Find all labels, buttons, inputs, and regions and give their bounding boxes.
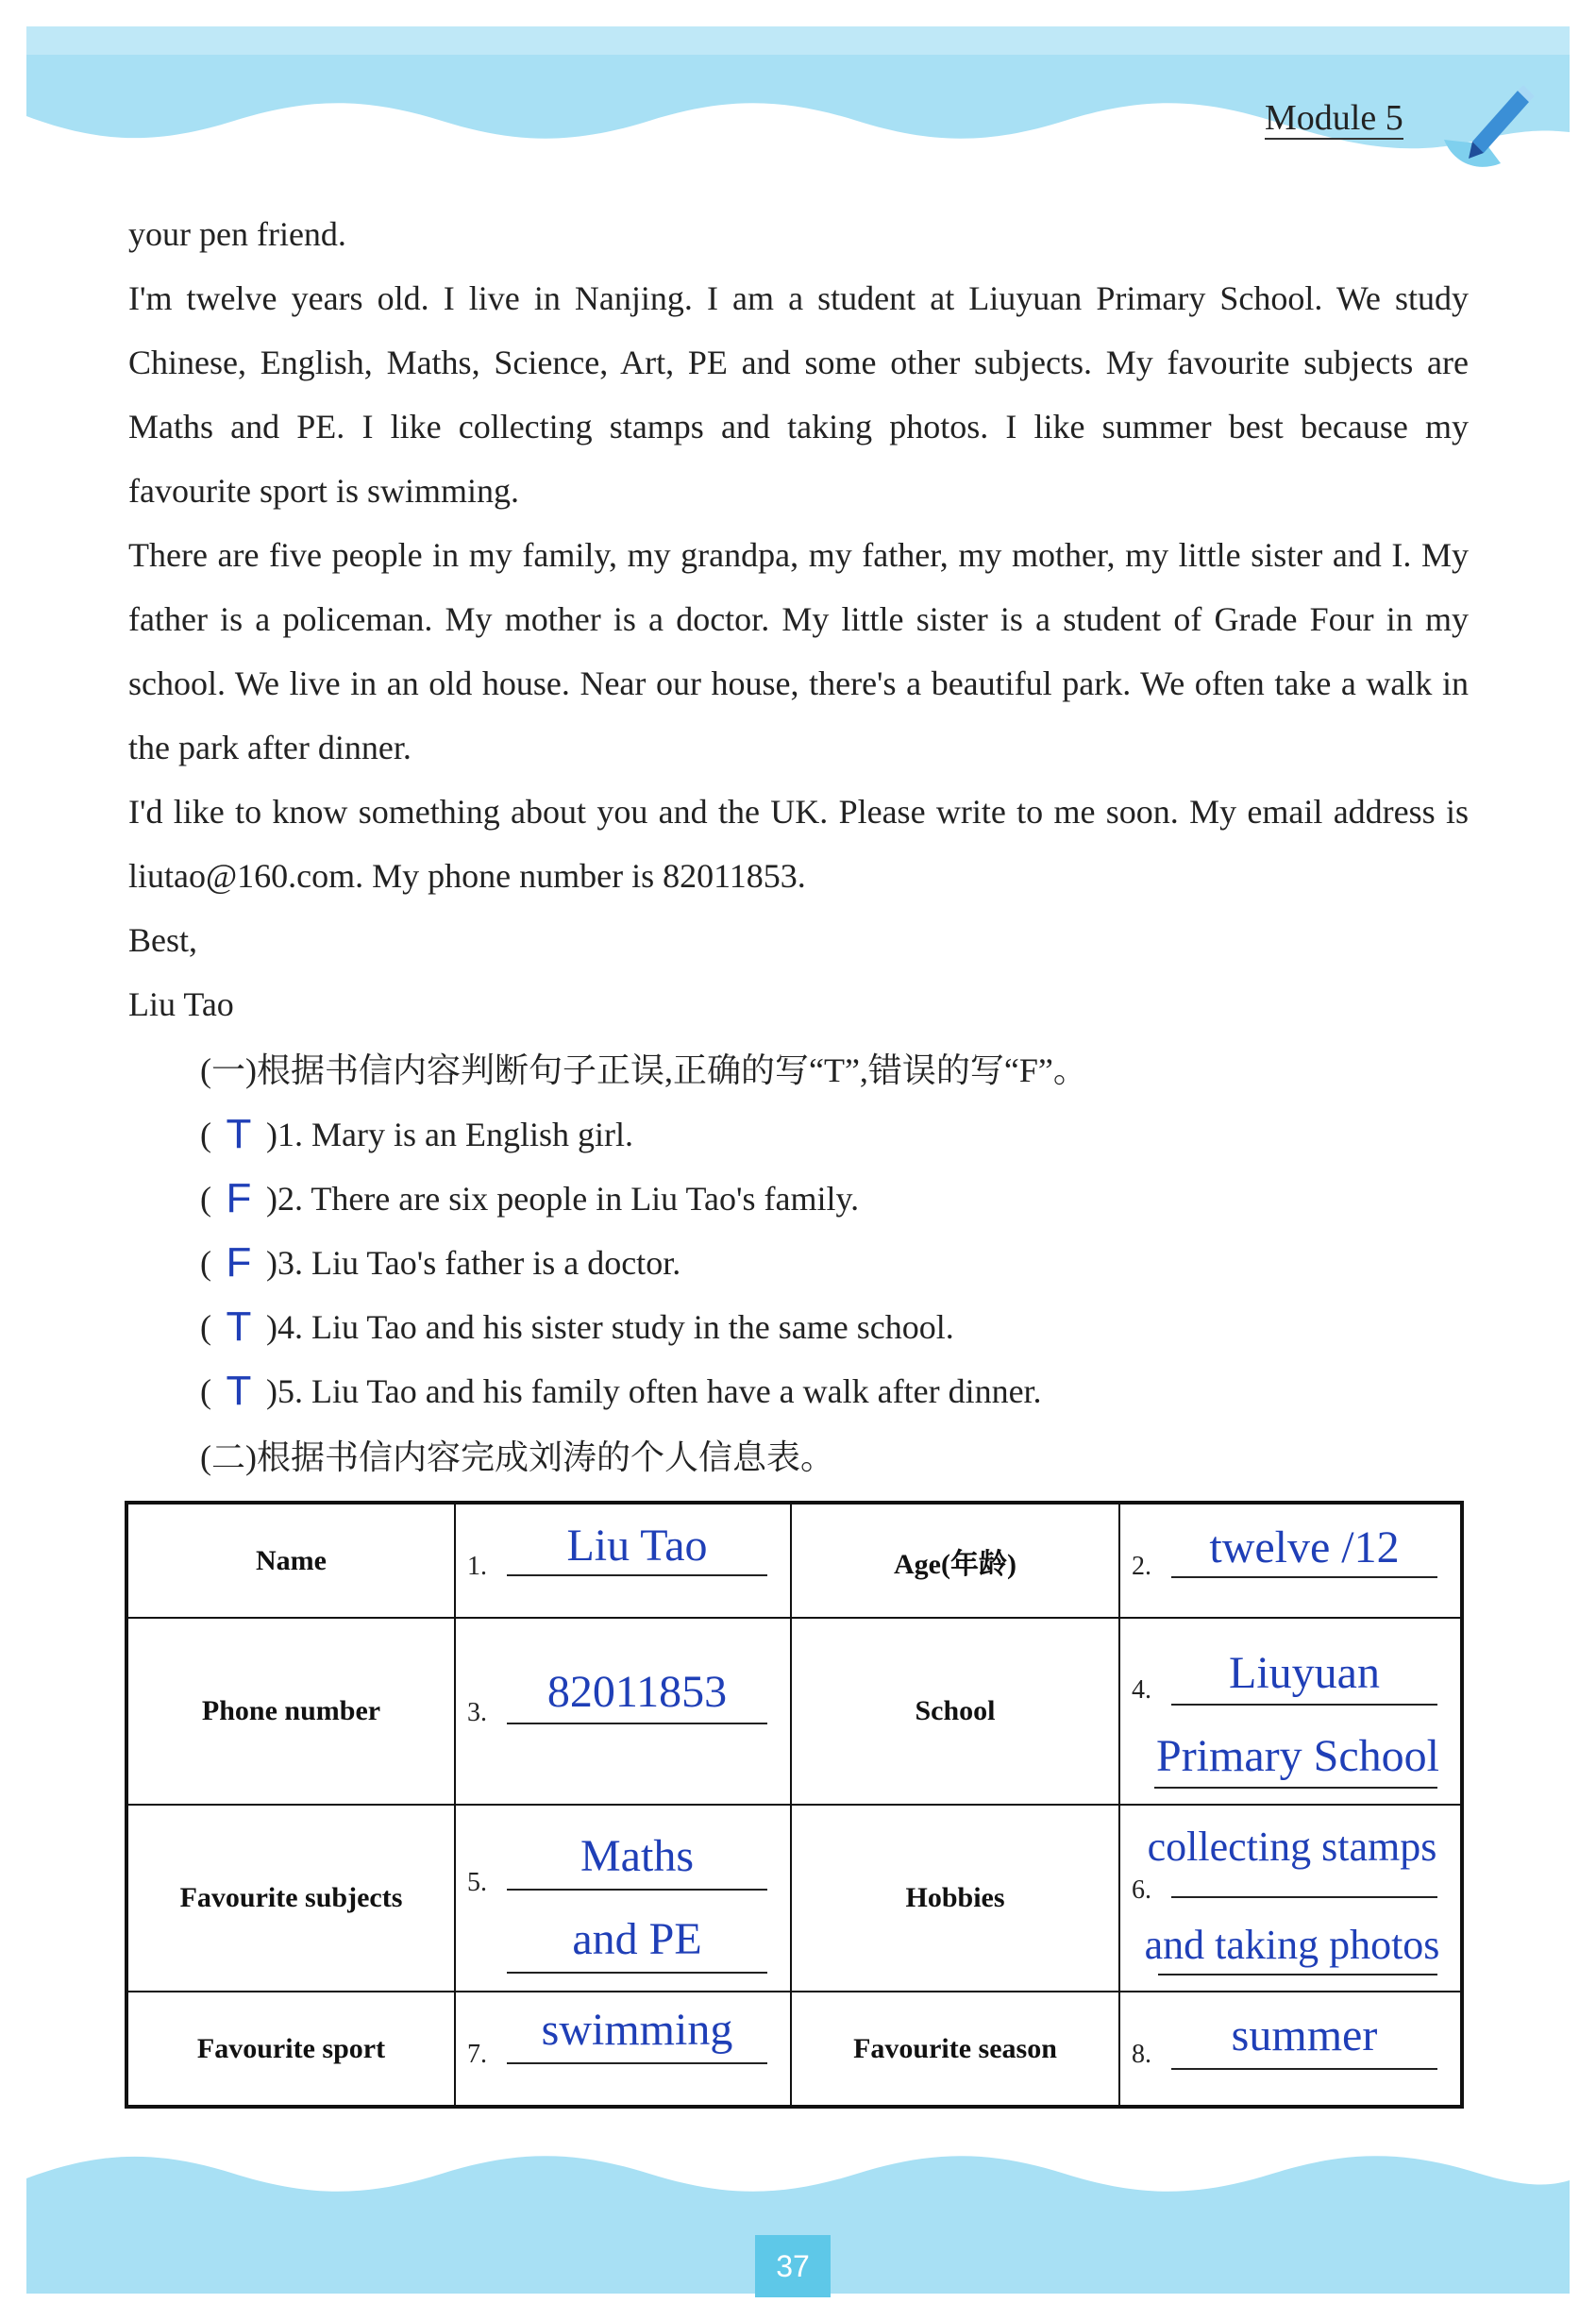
list-item — [200, 1102, 1042, 1167]
phone-cell — [455, 1618, 791, 1805]
statement-text: )2. There are six people in Liu Tao's family. — [266, 1180, 860, 1218]
pencil-icon — [1435, 74, 1538, 177]
item-number: 2. — [1132, 1552, 1151, 1581]
subjects-answer-line2: and PE — [572, 1914, 702, 1964]
school-answer-line2: Primary School — [1156, 1731, 1439, 1781]
item-number: 1. — [467, 1552, 487, 1581]
item-number: 5. — [467, 1868, 487, 1897]
school-cell — [1119, 1618, 1462, 1805]
letter-paragraph: I'm twelve years old. I live in Nanjing. I am a student at Liuyuan Primary School. We study Chinese, English, Maths, Science, Art, PE and some other subjects. My favourite subjects are Maths and PE. I like collecting stamps and taking photos. I like summer best because my favourite sport is swimming. — [128, 279, 1469, 510]
letter-paragraph: I'd like to know something about you and the UK. Please write to me soon. My email address is liutao@160.com. My phone number is 82011853. — [128, 793, 1469, 895]
sport-answer: swimming — [541, 2005, 733, 2055]
section2-instruction: (二)根据书信内容完成刘涛的个人信息表。 — [200, 1438, 834, 1476]
module-label: Module 5 — [1265, 98, 1403, 138]
letter-signature: Liu Tao — [128, 985, 234, 1023]
season-label: Favourite season — [791, 1992, 1119, 2107]
table-row — [126, 1805, 1462, 1992]
letter-paragraph: There are five people in my family, my grandpa, my father, my mother, my little sister and I. My father is a policeman. My mother is a doctor. My little sister is a student of Grade Four in my school. We live in an old house. Near our house, there's a beautiful park. We often take a walk in the park after dinner. — [128, 536, 1469, 766]
hobbies-cell — [1119, 1805, 1462, 1992]
answer-line — [507, 2062, 767, 2064]
age-label: Age(年龄) — [791, 1503, 1119, 1618]
personal-info-table — [125, 1501, 1464, 2109]
table-row — [126, 1992, 1462, 2107]
list-item — [200, 1167, 1042, 1231]
age-cell — [1119, 1503, 1462, 1618]
hobbies-label: Hobbies — [791, 1805, 1119, 1992]
item-number: 4. — [1132, 1675, 1151, 1705]
name-label: Name — [126, 1503, 455, 1618]
answer-line — [1171, 1896, 1437, 1898]
season-cell — [1119, 1992, 1462, 2107]
answer-mark: T — [226, 1368, 252, 1414]
open-paren: ( — [200, 1244, 211, 1282]
subjects-cell — [455, 1805, 791, 1992]
phone-label: Phone number — [126, 1618, 455, 1805]
section1-instruction: (一)根据书信内容判断句子正误,正确的写“T”,错误的写“F”。 — [200, 1051, 1087, 1089]
open-paren: ( — [200, 1116, 211, 1153]
statement-text: )1. Mary is an English girl. — [266, 1116, 633, 1153]
letter-paragraph: your pen friend. — [128, 215, 346, 253]
page-number: 37 — [755, 2235, 831, 2297]
answer-mark: F — [226, 1239, 252, 1286]
item-number: 7. — [467, 2040, 487, 2069]
sport-label: Favourite sport — [126, 1992, 455, 2107]
answer-line — [507, 1889, 767, 1891]
list-item — [200, 1231, 1042, 1295]
open-paren: ( — [200, 1308, 211, 1346]
table-row — [126, 1618, 1462, 1805]
list-item — [200, 1295, 1042, 1359]
answer-mark: F — [226, 1175, 252, 1221]
name-answer: Liu Tao — [566, 1521, 708, 1571]
sport-cell — [455, 1992, 791, 2107]
true-false-list — [200, 1102, 1042, 1423]
item-number: 8. — [1132, 2040, 1151, 2069]
item-number: 3. — [467, 1698, 487, 1727]
answer-line — [1171, 2068, 1437, 2070]
answer-mark: T — [226, 1111, 252, 1157]
statement-text: )4. Liu Tao and his sister study in the same school. — [266, 1308, 954, 1346]
table-row — [126, 1503, 1462, 1618]
subjects-answer-line1: Maths — [580, 1831, 694, 1881]
letter-signoff: Best, — [128, 921, 198, 959]
answer-line — [1154, 1787, 1437, 1789]
age-answer: twelve /12 — [1209, 1522, 1400, 1572]
open-paren: ( — [200, 1180, 211, 1218]
answer-line — [1171, 1704, 1437, 1706]
answer-mark: T — [226, 1303, 252, 1350]
list-item — [200, 1359, 1042, 1423]
answer-line — [507, 1574, 767, 1576]
hobbies-answer-line1: collecting stamps — [1147, 1824, 1437, 1870]
statement-text: )3. Liu Tao's father is a doctor. — [266, 1244, 681, 1282]
answer-line — [1171, 1576, 1437, 1578]
answer-line — [507, 1723, 767, 1724]
answer-line — [1158, 1974, 1437, 1975]
name-cell — [455, 1503, 791, 1618]
school-label: School — [791, 1618, 1119, 1805]
subjects-label: Favourite subjects — [126, 1805, 455, 1992]
phone-answer: 82011853 — [546, 1667, 728, 1717]
item-number: 6. — [1132, 1875, 1151, 1905]
letter-body — [128, 202, 1469, 1036]
season-answer: summer — [1231, 2010, 1378, 2060]
open-paren: ( — [200, 1372, 211, 1410]
hobbies-answer-line2: and taking photos — [1144, 1922, 1440, 1968]
statement-text: )5. Liu Tao and his family often have a walk after dinner. — [266, 1372, 1042, 1410]
answer-line — [507, 1972, 767, 1974]
school-answer-line1: Liuyuan — [1229, 1648, 1380, 1698]
